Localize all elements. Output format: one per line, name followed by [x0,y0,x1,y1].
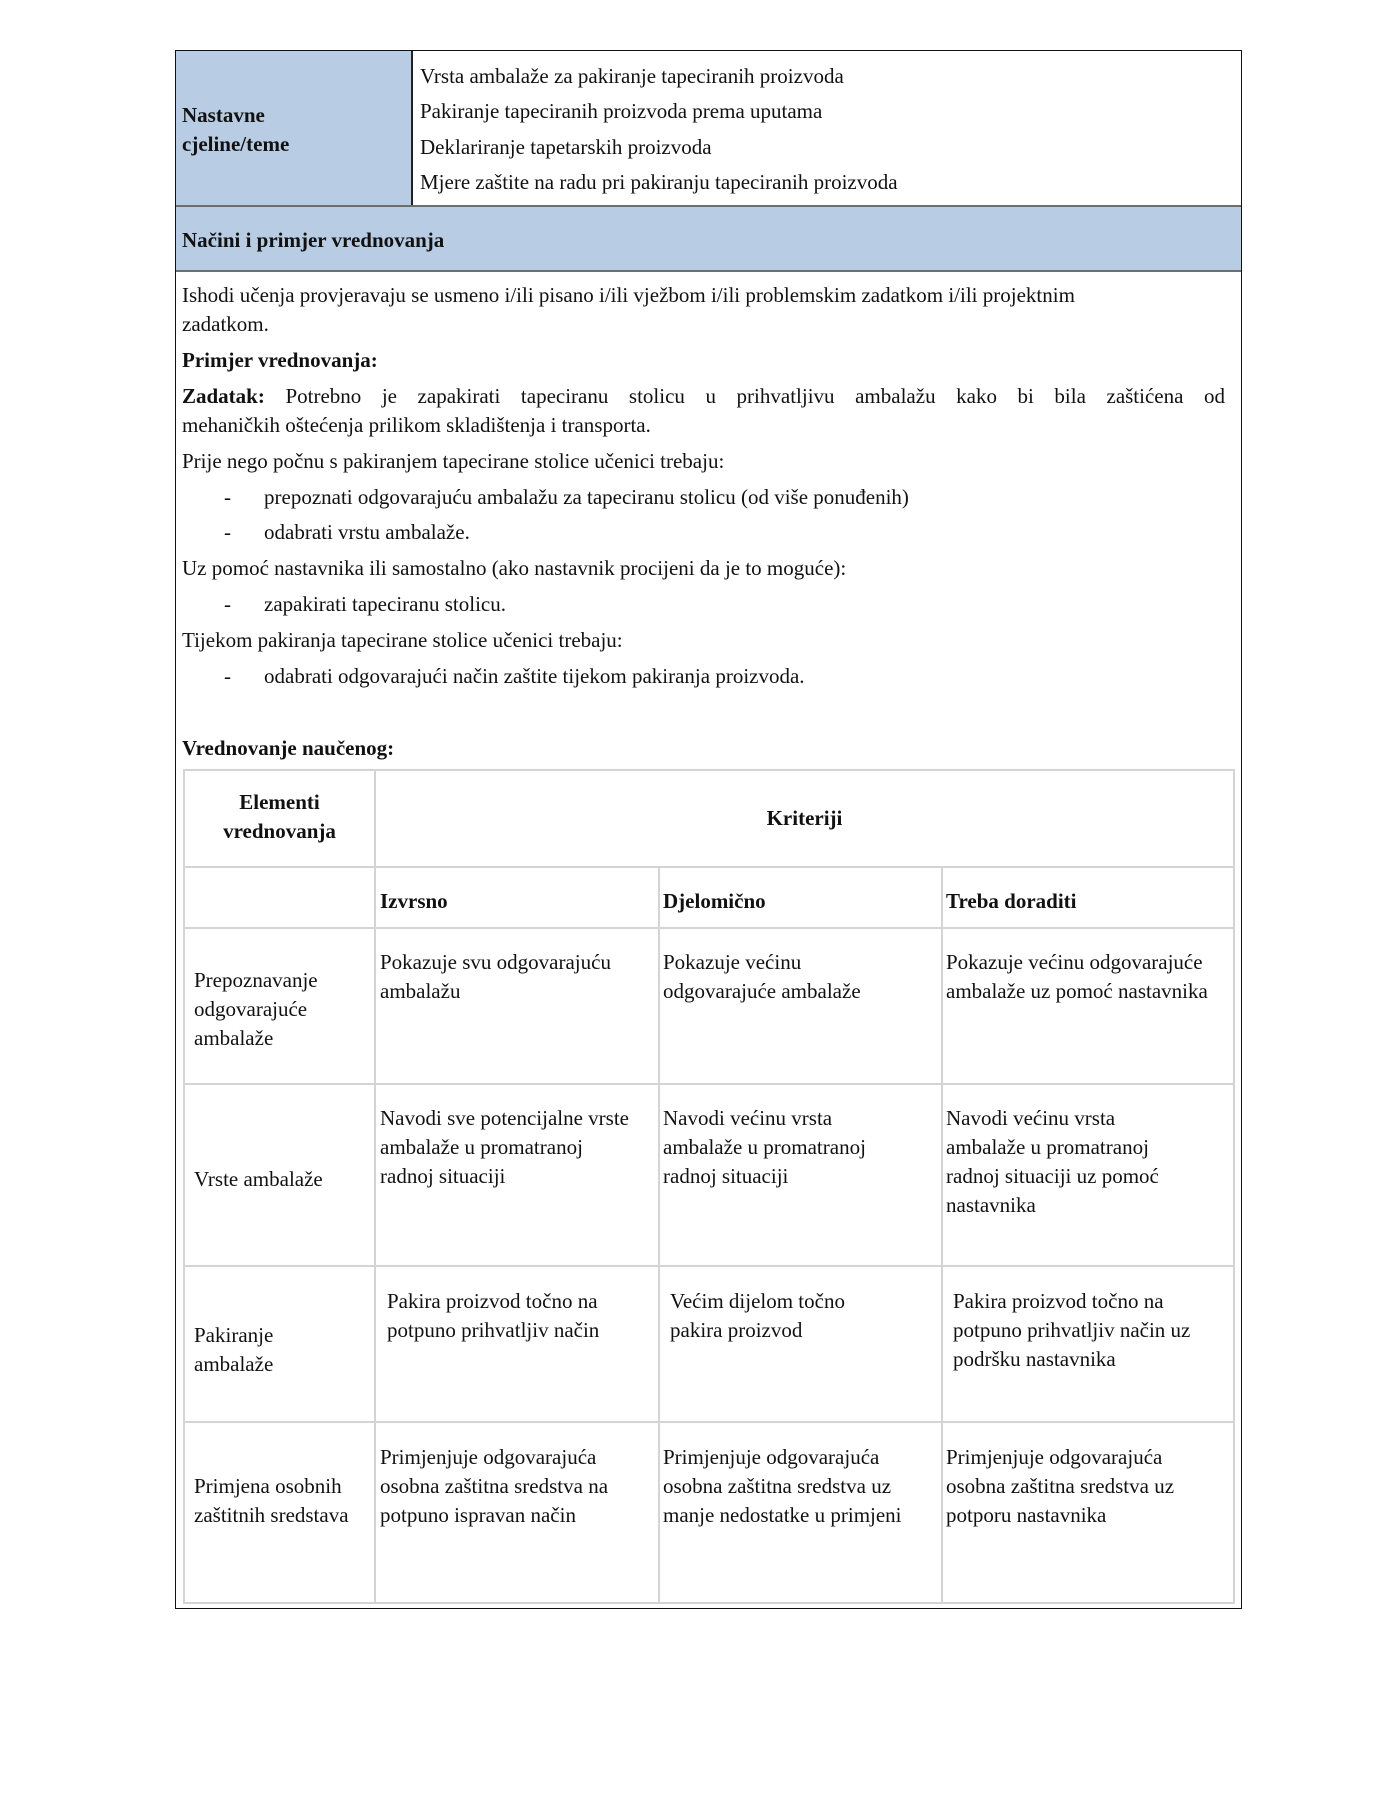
grid-line [183,769,185,1604]
grid-line [183,1083,1234,1085]
criteria-cell: Primjenjuje odgovarajuća osobna zaštitna sredstva na potpuno ispravan način [380,1445,609,1527]
criteria-cell: Pokazuje svu odgovarajuću ambalažu [380,950,611,1003]
level-header-needs-work: Treba doraditi [946,889,1077,913]
bullet-dash: - [224,664,231,688]
criteria-cell: Primjenjuje odgovarajuća osobna zaštitna sredstva uz potporu nastavnika [946,1445,1175,1527]
level-header-excellent: Izvrsno [380,889,448,913]
level-header-partial: Djelomično [663,889,766,913]
topic-item: Mjere zaštite na radu pri pakiranju tapeciranih proizvoda [420,170,898,194]
grid-line [658,866,660,1604]
evaluation-heading: Vrednovanje naučenog: [182,736,395,760]
divider [176,270,1241,272]
criteria-cell: Većim dijelom točno pakira proizvod [670,1289,845,1342]
grid-line [941,866,943,1604]
criteria-cell: Pokazuje većinu odgovarajuće ambalaže [663,950,861,1003]
help-heading: Uz pomoć nastavnika ili samostalno (ako nastavnik procijeni da je to moguće): [182,556,847,580]
criteria-cell: Pokazuje većinu odgovarajuće ambalaže uz pomoć nastavnika [946,950,1208,1003]
example-heading: Primjer vrednovanja: [182,348,378,372]
elements-header-line-1: Elementi [239,790,320,814]
element-label: Prepoznavanje odgovarajuće ambalaže [194,968,318,1050]
topic-item: Vrsta ambalaže za pakiranje tapeciranih proizvoda [420,64,844,88]
intro-line-1: Ishodi učenja provjeravaju se usmeno i/ili pisano i/ili vježbom i/ili problemskim zadatkom i/ili projektnim [182,283,1075,307]
criteria-cell: Navodi sve potencijalne vrste ambalaže u promatranoj radnoj situaciji [380,1106,630,1188]
grid-line [183,866,1234,868]
topic-item: Pakiranje tapeciranih proizvoda prema uputama [420,99,823,123]
bullet-dash: - [224,592,231,616]
grid-line [1233,769,1235,1604]
task-label: Zadatak: [182,384,265,408]
criteria-cell: Navodi većinu vrsta ambalaže u promatranoj radnoj situaciji [663,1106,866,1188]
element-label: Vrste ambalaže [194,1167,323,1191]
during-heading: Tijekom pakiranja tapecirane stolice učenici trebaju: [182,628,623,652]
list-item: zapakirati tapeciranu stolicu. [264,592,506,616]
element-label: Primjena osobnih zaštitnih sredstava [194,1474,349,1527]
grid-line [183,1421,1234,1423]
elements-header-line-2: vrednovanja [223,819,336,843]
elements-header [185,788,374,846]
grid-line [183,1265,1234,1267]
bullet-dash: - [224,520,231,544]
topic-item: Deklariranje tapetarskih proizvoda [420,135,712,159]
list-item: odabrati vrstu ambalaže. [264,520,470,544]
task-line-1 [182,382,1225,411]
bullet-dash: - [224,485,231,509]
criteria-cell: Pakira proizvod točno na potpuno prihvatljiv način [387,1289,600,1342]
grid-line [183,927,1234,929]
intro-line-2: zadatkom. [182,312,269,336]
task-text: Potrebno je zapakirati tapeciranu stolicu u prihvatljivu ambalažu kako bi bila zaštićena od [285,384,1226,408]
list-item: odabrati odgovarajući način zaštite tijekom pakiranja proizvoda. [264,664,805,688]
topics-label-line-2: cjeline/teme [182,132,290,156]
before-heading: Prije nego počnu s pakiranjem tapecirane stolice učenici trebaju: [182,449,725,473]
criteria-cell: Pakira proizvod točno na potpuno prihvatljiv način uz podršku nastavnika [953,1289,1191,1371]
grid-line [183,769,1234,771]
section-title: Načini i primjer vrednovanja [182,228,445,252]
task-line-2: mehaničkih oštećenja prilikom skladištenja i transporta. [182,413,651,437]
list-item: prepoznati odgovarajuću ambalažu za tapeciranu stolicu (od više ponuđenih) [264,485,909,509]
topics-divider [411,51,413,206]
topics-label-line-1: Nastavne [182,103,265,127]
grid-line [183,1602,1234,1604]
criteria-cell: Primjenjuje odgovarajuća osobna zaštitna sredstva uz manje nedostatke u primjeni [663,1445,902,1527]
criteria-cell: Navodi većinu vrsta ambalaže u promatranoj radnoj situaciji uz pomoć nastavnika [946,1106,1159,1217]
element-label: Pakiranje ambalaže [194,1323,274,1376]
criteria-header: Kriteriji [766,806,843,830]
grid-line [374,769,376,1604]
